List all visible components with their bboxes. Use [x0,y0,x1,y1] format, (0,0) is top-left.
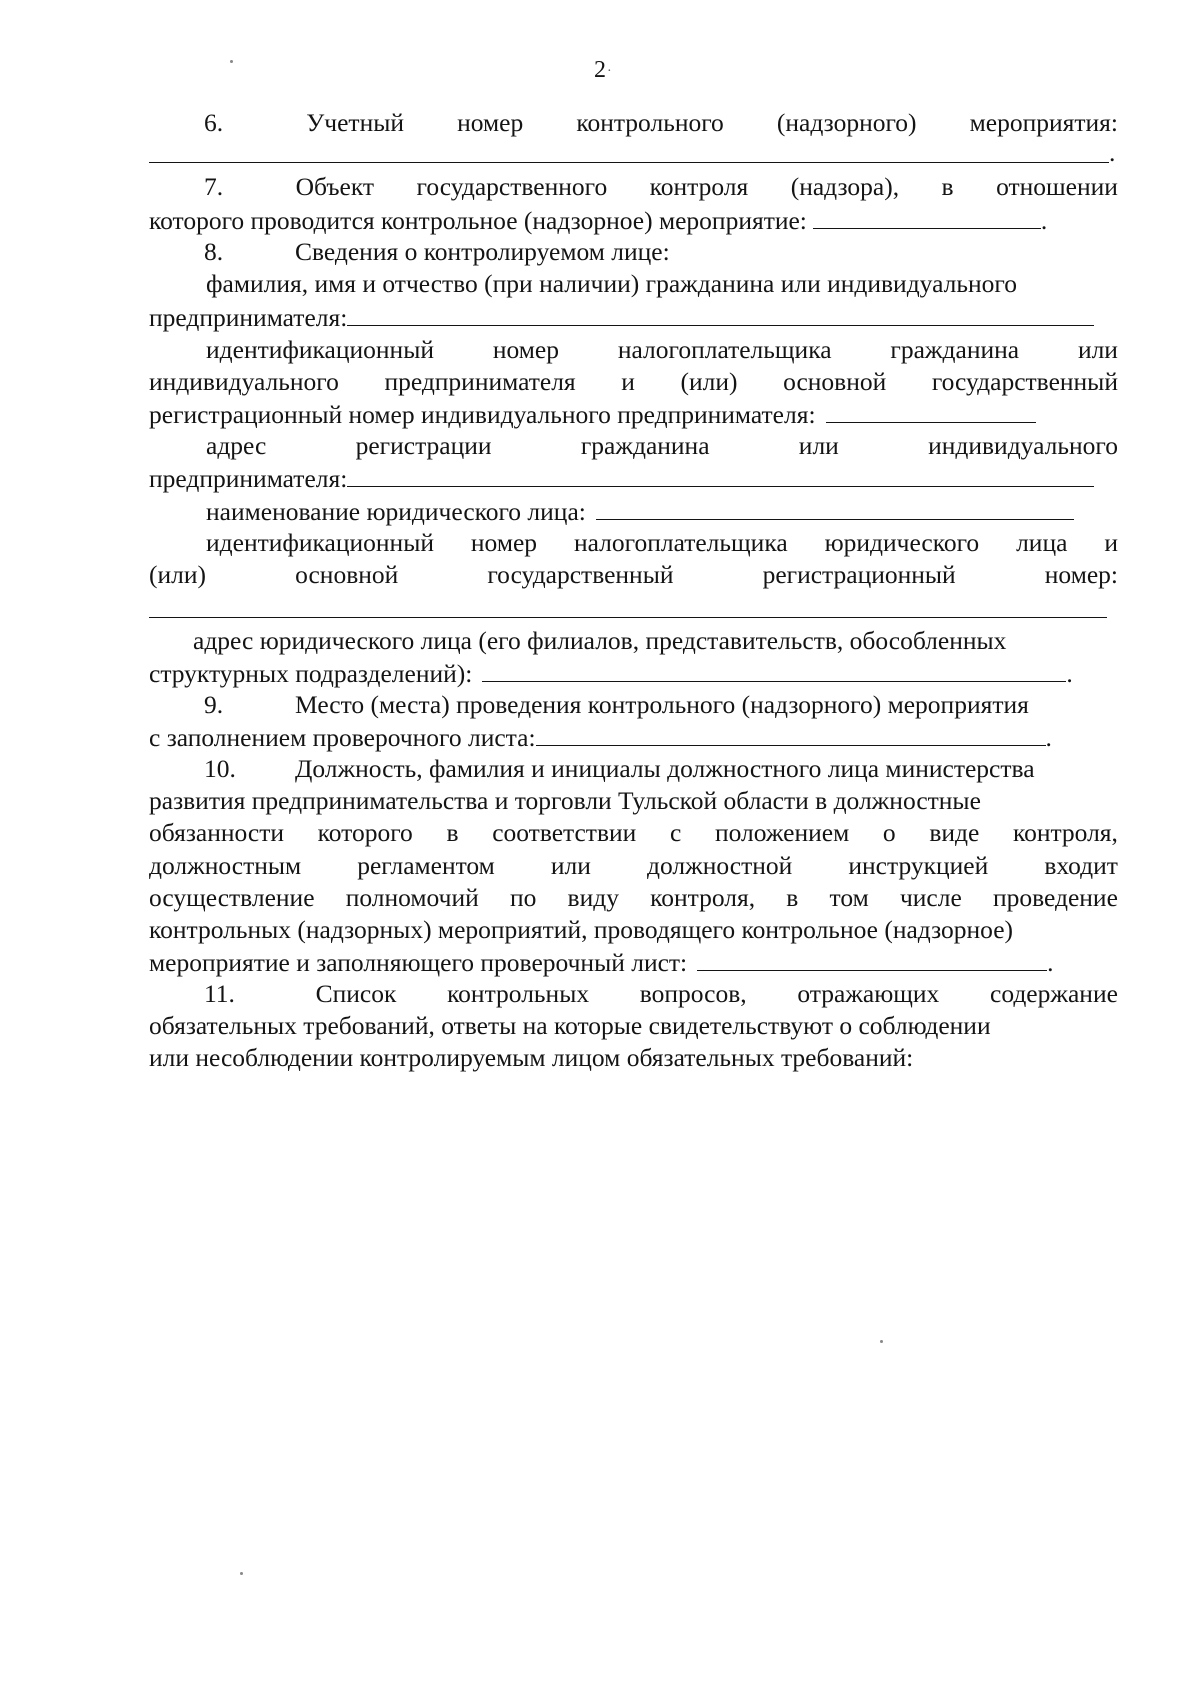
item-8-inn-line-3 [149,397,1118,430]
item-10-word: виде [929,818,980,847]
item-10-word: осуществление [149,883,315,912]
item-7-period: . [1040,206,1048,235]
item-7-word: государственного [416,172,608,201]
item-7-word: (надзора), [790,172,900,201]
item-10-word: которого [317,818,413,847]
item-8-inn-word: государственный [931,367,1118,396]
item-10-text: Должность, фамилия и инициалы должностного лица министерства [295,754,1035,783]
item-8-addr-word: индивидуального [928,431,1118,460]
item-6-fill-line [149,162,1109,163]
item-10-word: о [882,818,896,847]
item-8-inn-word: индивидуального [149,367,339,396]
item-8-inn-word: (или) [680,367,738,396]
item-9-text: Место (места) проведения контрольного (надзорного) мероприятия [295,690,1029,719]
item-11-word: отражающих [797,979,940,1008]
item-8-org-inn-word: лица [1016,528,1068,557]
scan-speck [240,1572,243,1575]
item-8-org-inn-word: юридического [824,528,980,557]
item-10-word: контроля, [650,883,756,912]
item-6-word: Учетный [306,108,405,137]
item-6-word: контрольного [576,108,724,137]
item-10-fill-line [697,945,1047,971]
item-8-org-inn-word: номер [470,528,538,557]
item-8-inn-word: налогоплательщика [617,335,832,364]
item-10-line-3 [149,816,1118,849]
item-8-org-name-fill-line [596,494,1074,520]
item-11-word: контрольных [447,979,590,1008]
item-8-org-inn-word: (или) [149,560,207,589]
item-8-number: 8. [204,237,224,266]
item-8-inn-line-2 [149,365,1118,398]
item-9-number: 9. [204,690,224,719]
item-10-word: по [509,883,537,912]
item-10-word: положением [714,818,850,847]
item-11-word: вопросов, [639,979,747,1008]
item-10-line-2: развития предпринимательства и торговли Тульской области в должностные [149,786,981,815]
item-8-inn-word: основной [783,367,887,396]
item-10-word: обязанности [149,818,284,847]
item-8-inn-line-1 [149,333,1118,366]
item-9-label: с заполнением проверочного листа: [149,723,536,752]
item-11-word: Список [315,979,397,1008]
item-8-org-inn-word: налогоплательщика [573,528,788,557]
item-8-org-inn-word: и [1104,528,1118,557]
item-8-addr-fill-line [347,461,1094,487]
item-8-inn-word: номер [492,335,559,364]
item-8-fio-label: предпринимателя: [149,303,348,332]
item-6-word: (надзорного) [776,108,917,137]
item-7-number: 7. [204,172,224,201]
item-10-word: входит [1044,851,1118,880]
item-8-addr-line-2 [149,461,1118,494]
item-9-period: . [1045,723,1052,752]
item-7-fill-line [813,203,1041,229]
item-11-line-1 [149,977,1118,1010]
item-10-word: должностной [647,851,793,880]
item-7-word: Объект [295,172,375,201]
item-10-line-5 [149,881,1118,914]
item-11-number: 11. [204,979,235,1008]
item-8-org-addr-label: структурных подразделений): [149,659,473,688]
item-10-period: . [1047,948,1054,977]
item-8-addr-word: регистрации [355,431,492,460]
item-8-org-inn-line-1 [149,526,1118,559]
item-7-line-1 [149,170,1118,203]
item-10-word: должностным [149,851,302,880]
item-9-line-2 [149,720,1118,753]
item-8-addr-label: предпринимателя: [149,464,348,493]
item-7-word: в [941,172,954,201]
item-10-number: 10. [204,754,236,783]
item-10-word: виду [567,883,619,912]
item-8-org-addr-line-2 [149,656,1118,689]
item-6-word: мероприятия: [969,108,1118,137]
item-8-org-inn-fill-line [149,617,1107,618]
item-10-line-4 [149,849,1118,882]
item-11-line-3: или несоблюдении контролируемым лицом обязательных требований: [149,1043,914,1072]
item-10-word: соответствии [492,818,637,847]
item-10-word: с [669,818,682,847]
item-8-inn-word: или [1077,335,1118,364]
item-11-line-2: обязательных требований, ответы на которые свидетельствуют о соблюдении [149,1011,991,1040]
item-9-line-1 [149,688,1118,721]
scan-dot: · [607,64,612,79]
scan-speck [880,1340,883,1343]
item-8-inn-word: идентификационный [206,335,434,364]
item-6-line-1 [149,106,1118,139]
item-8-addr-line-1 [149,429,1118,462]
item-6-period: . [1109,138,1116,167]
item-8-org-inn-word: номер: [1044,560,1118,589]
item-8-inn-label: регистрационный номер индивидуального предпринимателя: [149,400,816,429]
item-10-word: в [446,818,459,847]
item-10-word: или [550,851,591,880]
item-11-word: содержание [990,979,1118,1008]
item-8-org-inn-line-2 [149,558,1118,591]
item-10-word: контроля, [1012,818,1118,847]
item-9-fill-line [536,720,1046,746]
item-8-addr-word: или [798,431,839,460]
item-8-inn-word: предпринимателя [384,367,576,396]
item-8-org-inn-word: идентификационный [206,528,434,557]
item-8-fio-line-1: фамилия, имя и отчество (при наличии) гражданина или индивидуального [206,269,1017,298]
item-8-org-inn-word: государственный [487,560,674,589]
item-10-line-6: контрольных (надзорных) мероприятий, проводящего контрольное (надзорное) [149,915,1014,944]
item-8-org-name-label: наименование юридического лица: [206,497,586,526]
item-10-word: проведение [992,883,1118,912]
item-10-word: в [786,883,799,912]
item-8-addr-word: адрес [206,431,267,460]
item-8-org-inn-word: основной [295,560,399,589]
scan-speck [230,60,233,63]
item-8-org-name-line [149,494,1118,527]
item-8-org-addr-line-1: адрес юридического лица (его филиалов, представительств, обособленных [193,626,1007,655]
item-10-line-7 [149,945,1118,978]
item-6-word: номер [457,108,524,137]
item-8-inn-word: гражданина [890,335,1020,364]
item-6-number: 6. [204,108,224,137]
page-number: 2 [594,57,606,83]
item-7-text: которого проводится контрольное (надзорное) мероприятие: [149,206,807,235]
item-10-word: полномочий [345,883,479,912]
item-8-addr-word: гражданина [580,431,710,460]
item-8-title: Сведения о контролируемом лице: [295,237,670,266]
item-7-word: контроля [649,172,749,201]
item-10-word: том [829,883,869,912]
item-10-word: регламентом [357,851,495,880]
item-8-inn-word: и [621,367,635,396]
item-8-fio-fill-line [347,300,1094,326]
item-8-org-addr-fill-line [482,656,1066,682]
item-7-word: отношении [996,172,1118,201]
item-8-org-inn-word: регистрационный [762,560,956,589]
item-10-word: числе [899,883,962,912]
item-8-org-addr-period: . [1066,659,1073,688]
item-10-label: мероприятие и заполняющего проверочный лист: [149,948,688,977]
item-7-line-2 [149,203,1118,236]
item-8-heading [149,235,1118,268]
item-8-inn-fill-line [826,397,1036,423]
item-10-line-1 [149,752,1118,785]
item-8-fio-line-2 [149,300,1118,333]
item-10-word: инструкцией [848,851,989,880]
